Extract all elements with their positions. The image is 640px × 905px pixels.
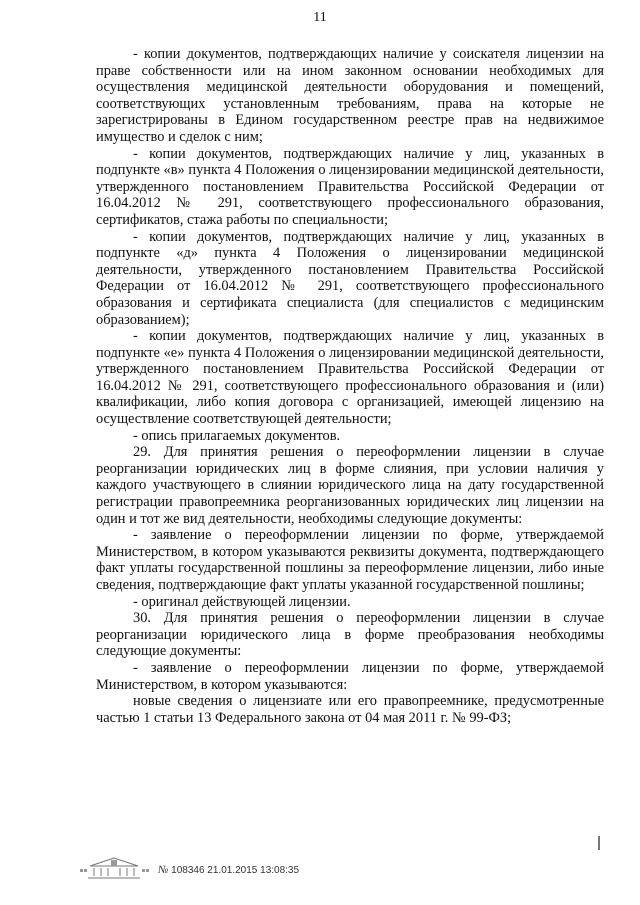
paragraph: 30. Для принятия решения о переоформлении лицензии в случае реорганизации юридического лица в форме преобразования необходимы следующие документы: <box>96 610 604 660</box>
paragraph: - копии документов, подтверждающих наличие у лиц, указанных в подпункте «в» пункта 4 Положения о лицензировании медицинской деятельности, утвержденного постановлением Правительства Российской Федерации от 16.04.2012 № 291, соответствующего профессионального образования, сертификатов, стажа работы по специальности; <box>96 145 604 228</box>
number-symbol: № <box>158 864 169 876</box>
paragraph: - копии документов, подтверждающих наличие у лиц, указанных в подпункте «д» пункта 4 Положения о лицензировании медицинской деятельности, утвержденного постановлением Правительства Российской Федерации от 16.04.2012 № 291, соответствующего профессионального образования и сертификата специалиста (для специалистов с медицинским образованием); <box>96 228 604 328</box>
paragraph: - заявление о переоформлении лицензии по форме, утверждаемой Министерством, в котором указываются: <box>96 659 604 693</box>
page-number: 11 <box>313 10 327 25</box>
stamp-number-date: 108346 21.01.2015 13:08:35 <box>171 865 300 876</box>
paragraph: - опись прилагаемых документов. <box>133 427 341 444</box>
paragraph: - заявление о переоформлении лицензии по форме, утверждаемой Министерством, в котором указываются реквизиты документа, подтверждающего факт уплаты государственной пошлины за переоформление лицензии, либо иные сведения, подтверждающие факт уплаты указанной государственной пошлины; <box>96 527 604 593</box>
paragraph: - оригинал действующей лицензии. <box>133 593 351 610</box>
paragraph: новые сведения о лицензиате или его правопреемнике, предусмотренные частью 1 статьи 13 Федерального закона от 04 мая 2011 г. № 99-ФЗ; <box>96 693 604 726</box>
building-seal-icon <box>76 856 152 882</box>
paragraph: - копии документов, подтверждающих наличие у соискателя лицензии на праве собственности или на ином законном основании необходимых для осуществления медицинской деятельности оборудования и помещений, соответствующих установленным требованиям, права на которые не зарегистрированы в Едином государственном реестре прав на недвижимое имущество и сделок с ним; <box>96 46 604 145</box>
paragraph: 29. Для принятия решения о переоформлении лицензии в случае реорганизации юридических лиц в форме слияния, при условии наличия у каждого участвующего в слиянии юридического лица на дату государственной регистрации правопреемника реорганизованных юридических лиц лицензии на один и тот же вид деятельности, необходимы следующие документы: <box>96 444 604 527</box>
margin-mark <box>598 836 600 850</box>
paragraph: - копии документов, подтверждающих наличие у лиц, указанных в подпункте «е» пункта 4 Положения о лицензировании медицинской деятельности, утвержденного постановлением Правительства Российской Федерации от 16.04.2012 № 291, соответствующего профессионального образования и (или) квалификации, либо копия договора с организацией, имеющей лицензию на осуществление соответствующей деятельности; <box>96 328 604 428</box>
stamp-label <box>158 864 299 876</box>
document-body <box>96 46 604 726</box>
